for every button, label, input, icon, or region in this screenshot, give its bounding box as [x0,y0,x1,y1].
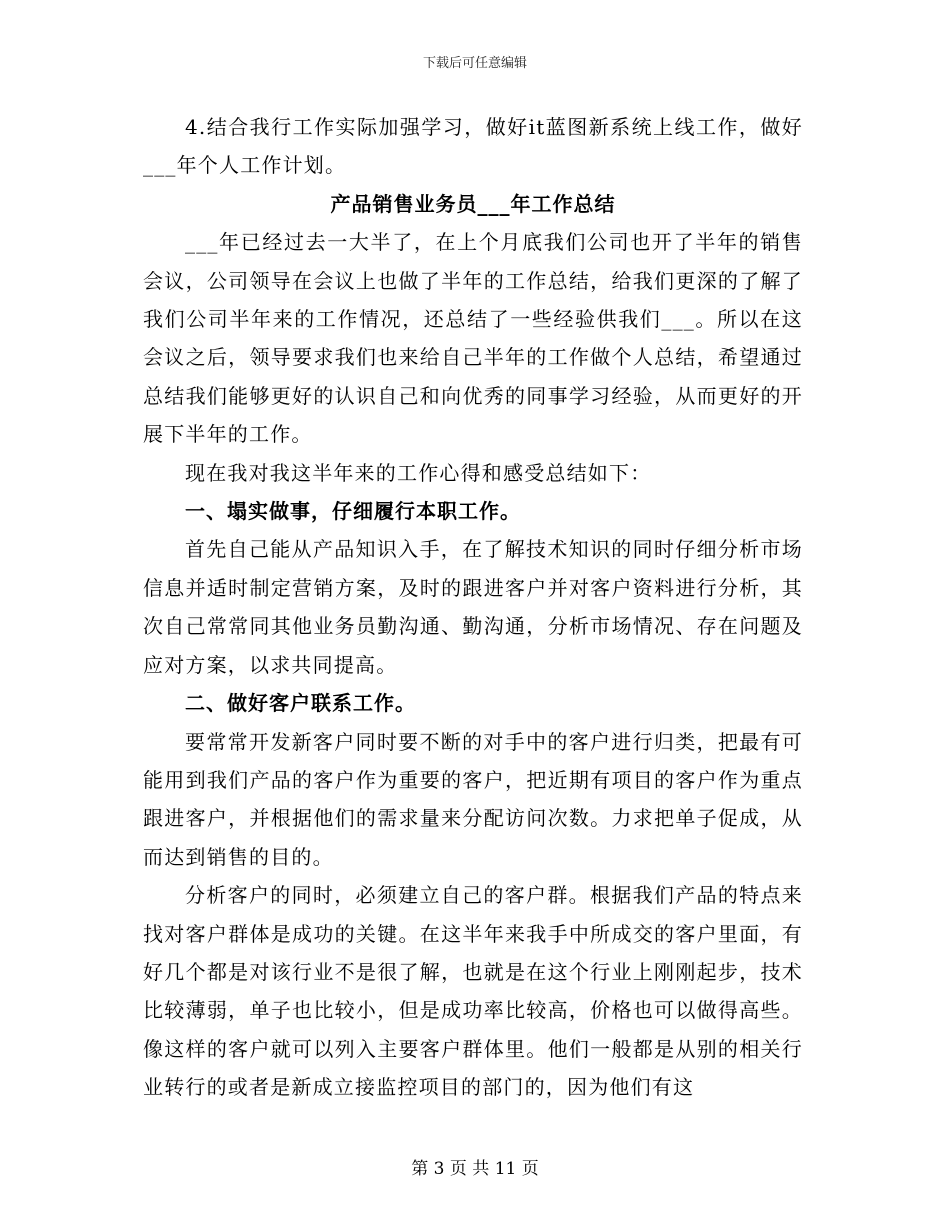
page-footer-number: 第 3 页 共 11 页 [411,1159,539,1179]
section-heading-2: 二、做好客户联系工作。 [185,691,416,716]
paragraph-item-4: 4.结合我行工作实际加强学习，做好it蓝图新系统上线工作，做好___年个人工作计划。 [143,115,803,178]
section-heading-1: 一、塌实做事，仔细履行本职工作。 [185,499,521,524]
document-title: 产品销售业务员___年工作总结 [330,191,616,216]
paragraph-section-2a: 要常常开发新客户同时要不断的对手中的客户进行归类，把最有可能用到我们产品的客户作为重要的客户，把近期有项目的客户作为重点跟进客户，并根据他们的需求量来分配访问次数。力求把单子促成，从而达到销售的目的。 [143,729,803,869]
paragraph-intro: ___年已经过去一大半了，在上个月底我们公司也开了半年的销售会议，公司领导在会议上也做了半年的工作总结，给我们更深的了解了我们公司半年来的工作情况，还总结了一些经验供我们___。所以在这会议之后，领导要求我们也来给自己半年的工作做个人总结，希望通过总结我们能够更好的认识自己和向优秀的同事学习经验，从而更好的开展下半年的工作。 [143,230,803,447]
paragraph-section-1: 首先自己能从产品知识入手，在了解技术知识的同时仔细分析市场信息并适时制定营销方案，及时的跟进客户并对客户资料进行分析，其次自己常常同其他业务员勤沟通、勤沟通，分析市场情况、存在问题及应对方案，以求共同提高。 [143,537,803,677]
page-header-note: 下载后可任意编辑 [422,56,527,71]
document-body [143,108,803,1107]
paragraph-summary-lead: 现在我对我这半年来的工作心得和感受总结如下： [185,460,652,485]
paragraph-section-2b: 分析客户的同时，必须建立自己的客户群。根据我们产品的特点来找对客户群体是成功的关键。在这半年来我手中所成交的客户里面，有好几个都是对该行业不是很了解，也就是在这个行业上刚刚起步，技术比较薄弱，单子也比较小，但是成功率比较高，价格也可以做得高些。像这样的客户就可以列入主要客户群体里。他们一般都是从别的相关行业转行的或者是新成立接监控项目的部门的，因为他们有这 [143,883,803,1100]
